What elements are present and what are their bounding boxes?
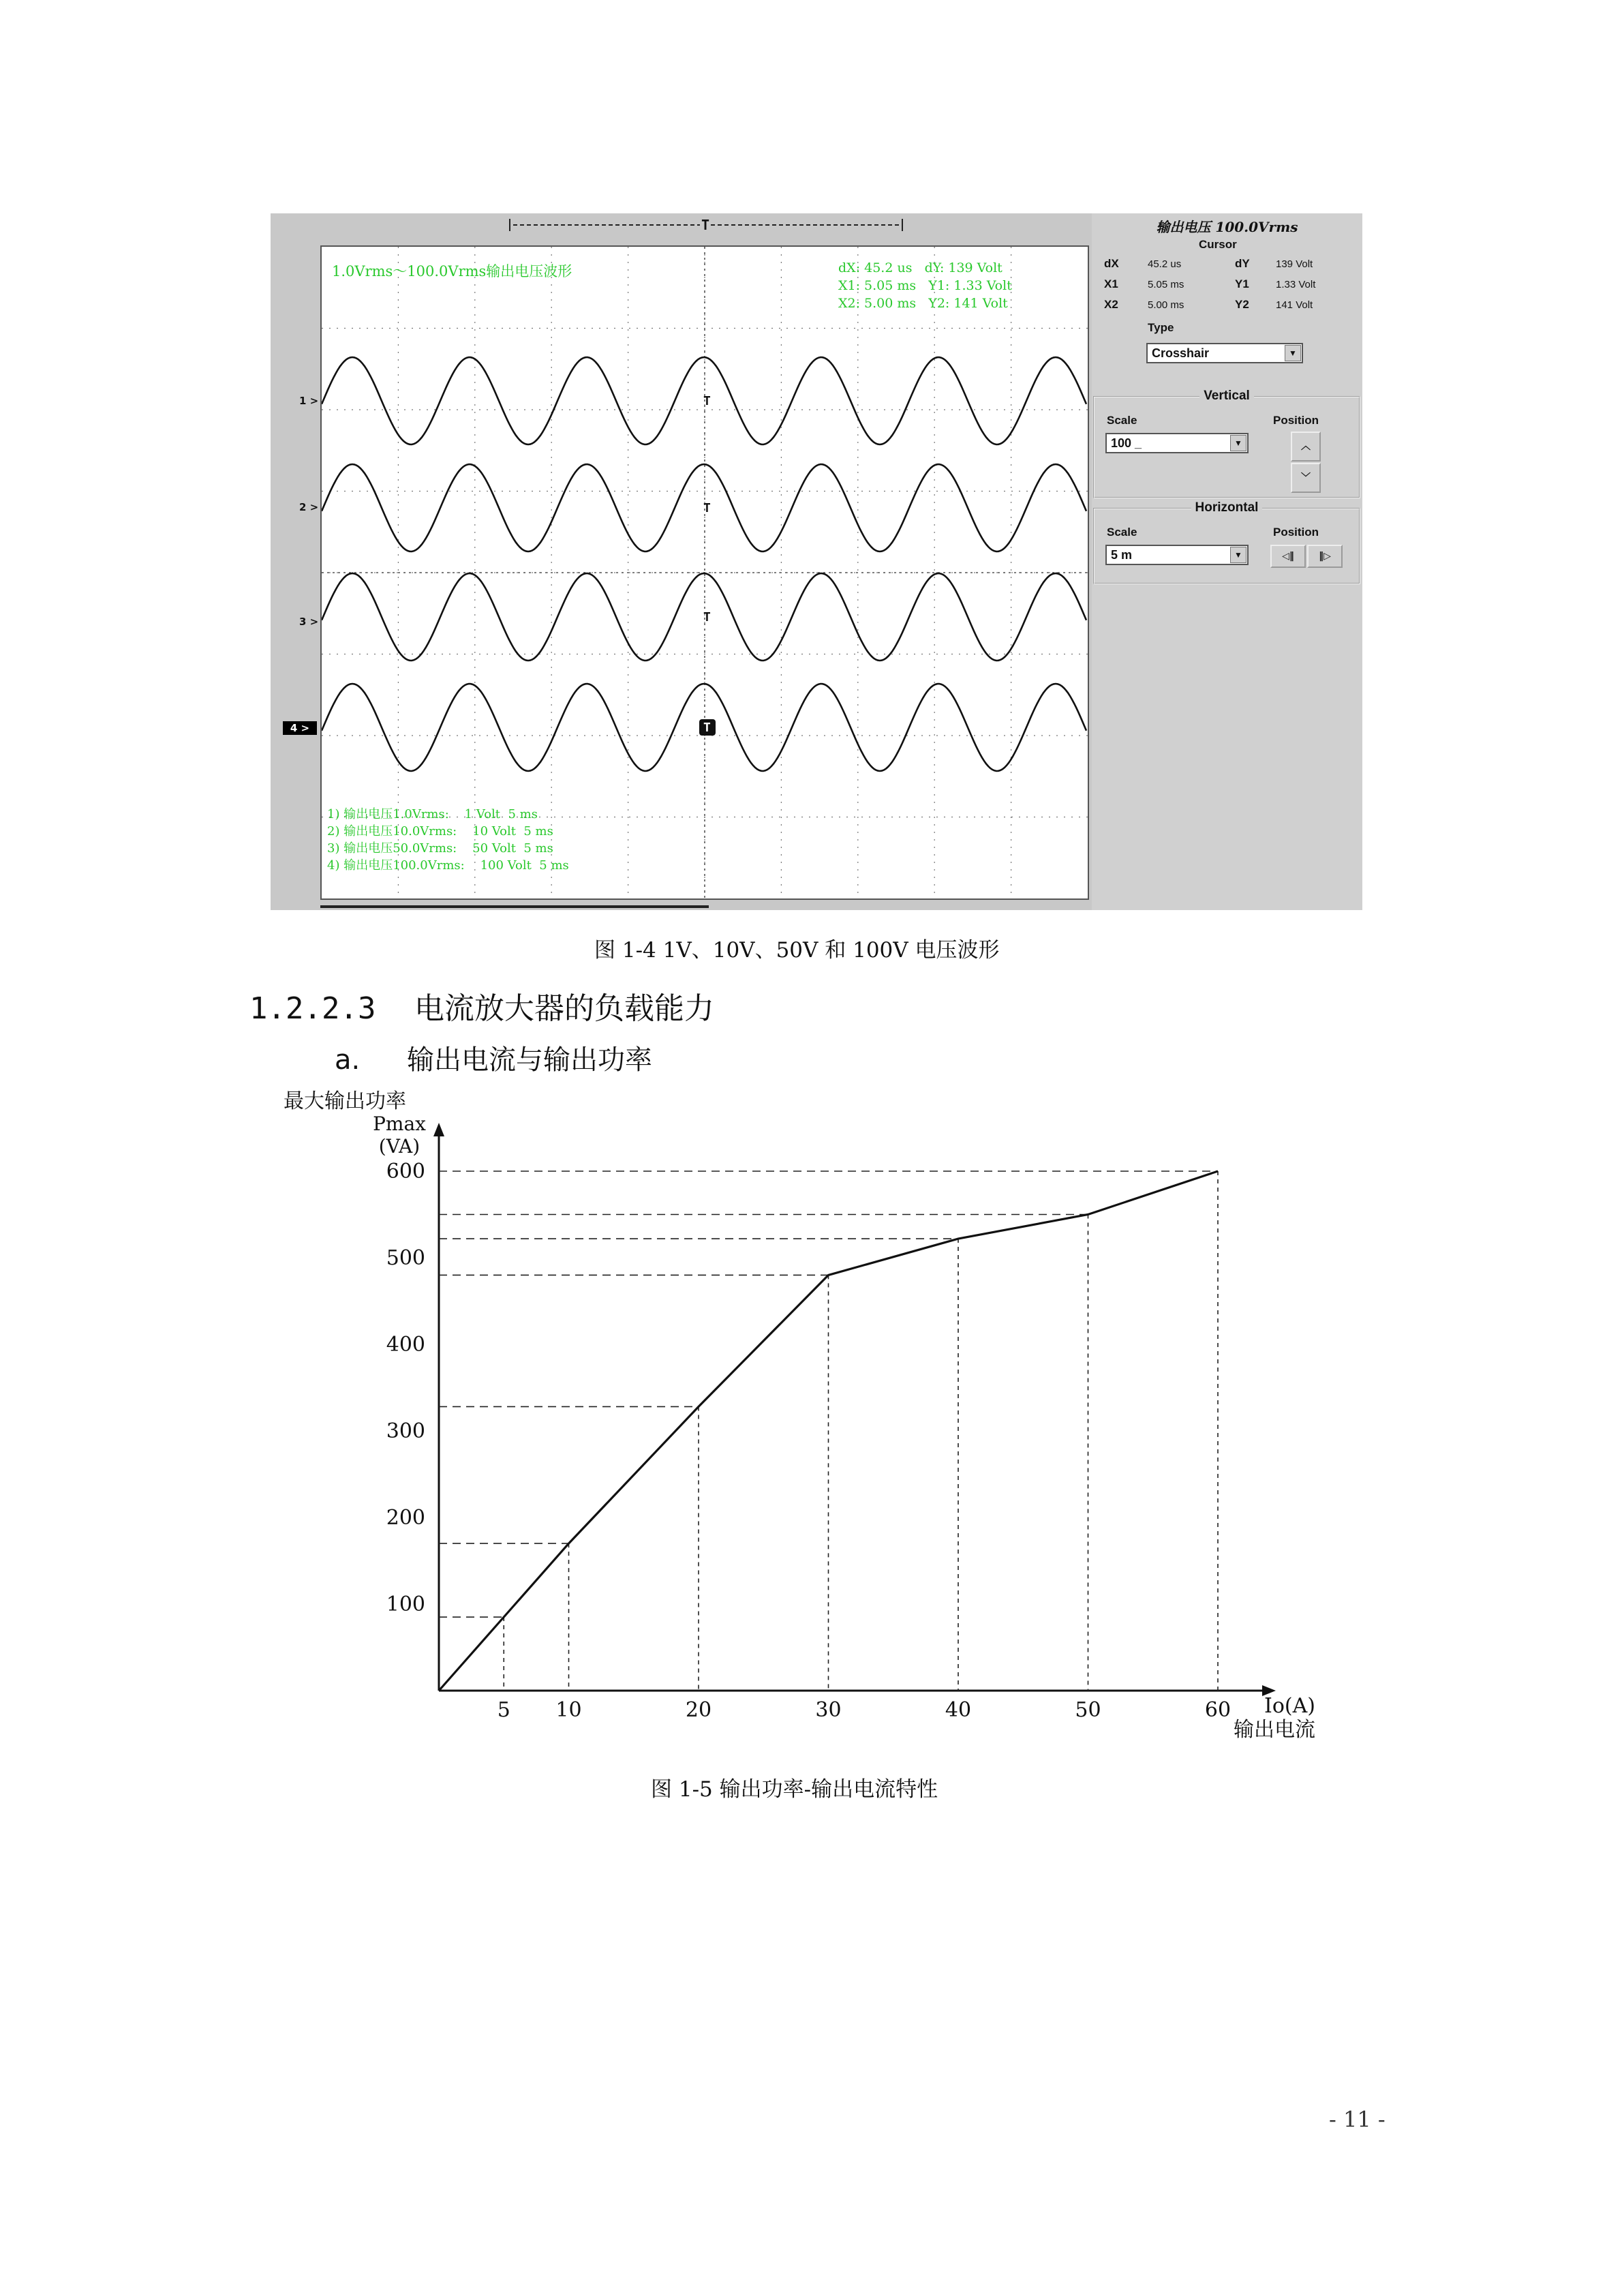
section-number: 1.2.2.3 <box>249 991 376 1026</box>
trigger-marker: T <box>701 217 710 233</box>
chevron-down-icon: ﹀ <box>1301 472 1311 483</box>
vertical-scale-select[interactable] <box>1105 433 1249 453</box>
y-tick-label: 400 <box>386 1333 425 1357</box>
vertical-group <box>1093 389 1360 498</box>
x-axis-title: 输出电流 <box>1234 1718 1315 1742</box>
channel-2-trigger-marker: T <box>703 501 711 515</box>
vertical-position-down-button[interactable] <box>1291 463 1321 493</box>
y-axis-unit: (VA) <box>378 1135 420 1158</box>
cursor-readout-line2: X1: 5.05 ms Y1: 1.33 Volt <box>838 278 1012 293</box>
channel-2-marker[interactable]: 2 > <box>299 501 319 513</box>
vertical-title: Vertical <box>1199 389 1254 403</box>
horizontal-scale-value: 5 m <box>1111 548 1133 562</box>
cursor-readout-line3: X2: 5.00 ms Y2: 141 Volt <box>838 296 1008 311</box>
dy-value: 139 Volt <box>1276 258 1313 270</box>
horizontal-position-left-button[interactable] <box>1270 545 1306 568</box>
step-left-icon: ◁‖ <box>1282 551 1294 562</box>
horizontal-scale-label: Scale <box>1107 526 1137 539</box>
step-right-icon: ‖▷ <box>1319 551 1331 562</box>
vertical-scale-value: 100 _ <box>1111 436 1142 450</box>
waveform-title: 1.0Vrms～100.0Vrms输出电压波形 <box>332 263 572 280</box>
waveform-plot <box>322 247 1088 898</box>
horizontal-group <box>1093 500 1360 584</box>
vertical-position-up-button[interactable] <box>1291 432 1321 462</box>
channel-1-marker[interactable]: 1 > <box>299 395 319 407</box>
cursor-readout-line1: dX: 45.2 us dY: 139 Volt <box>838 260 1003 275</box>
x1-value: 5.05 ms <box>1148 279 1184 290</box>
scope-divider <box>320 905 709 908</box>
waveform-display[interactable] <box>320 245 1089 900</box>
panel-title: 输出电压 100.0Vrms <box>1156 219 1298 235</box>
channel-3-marker[interactable]: 3 > <box>299 616 319 628</box>
horizontal-position-label: Position <box>1273 526 1319 539</box>
control-panel <box>1092 213 1362 910</box>
y2-label: Y2 <box>1235 298 1249 311</box>
chevron-up-icon: ︿ <box>1301 441 1311 452</box>
x-tick-label: 50 <box>1075 1698 1101 1722</box>
time-scrollbar[interactable] <box>271 213 1086 239</box>
figure-1-5-caption: 图 1-5 输出功率-输出电流特性 <box>651 1777 938 1802</box>
section-heading <box>249 984 714 1027</box>
dx-value: 45.2 us <box>1148 258 1182 270</box>
vertical-scale-label: Scale <box>1107 414 1137 427</box>
y-tick-label: 100 <box>386 1592 425 1616</box>
y-tick-label: 500 <box>386 1246 425 1270</box>
y-axis-symbol: Pmax <box>373 1113 426 1135</box>
cursor-type-select[interactable] <box>1146 343 1303 363</box>
cursor-type-value: Crosshair <box>1152 346 1210 360</box>
channel-legend-3: 3) 输出电压50.0Vrms: 50 Volt 5 ms <box>327 841 553 856</box>
chevron-down-icon[interactable]: ▼ <box>1230 547 1246 563</box>
dy-label: dY <box>1235 257 1250 270</box>
y-axis-arrow <box>433 1123 444 1136</box>
figure-1-4-caption: 图 1-4 1V、10V、50V 和 100V 电压波形 <box>594 938 1000 963</box>
cursor-section-title: Cursor <box>1199 238 1237 251</box>
power-current-chart <box>273 1087 1363 1755</box>
y-tick-label: 600 <box>386 1160 425 1183</box>
y-tick-label: 300 <box>386 1419 425 1443</box>
x-tick-label: 30 <box>815 1698 842 1722</box>
x-tick-label: 40 <box>945 1698 972 1722</box>
horizontal-scale-select[interactable] <box>1105 545 1249 565</box>
x-tick-label: 60 <box>1204 1698 1231 1722</box>
channel-legend-4: 4) 输出电压100.0Vrms: 100 Volt 5 ms <box>327 858 569 873</box>
x2-value: 5.00 ms <box>1148 299 1184 311</box>
section-title: 电流放大器的负载能力 <box>414 991 714 1026</box>
subsection-letter: a. <box>335 1044 361 1076</box>
trigger-window-bracket <box>509 219 903 231</box>
subsection-title: 输出电流与输出功率 <box>407 1044 652 1076</box>
x-tick-label: 20 <box>685 1698 712 1722</box>
y2-value: 141 Volt <box>1276 299 1313 311</box>
dx-label: dX <box>1104 257 1119 270</box>
channel-4-trigger-marker: T <box>703 721 711 735</box>
horizontal-title: Horizontal <box>1191 500 1263 515</box>
vertical-position-label: Position <box>1273 414 1319 427</box>
chevron-down-icon[interactable]: ▼ <box>1285 345 1301 361</box>
oscilloscope-screenshot <box>271 213 1362 910</box>
cursor-type-label: Type <box>1148 321 1174 334</box>
chart-plot <box>273 1087 1363 1755</box>
y1-label: Y1 <box>1235 277 1249 290</box>
channel-3-trigger-marker: T <box>703 610 711 624</box>
page-number: - 11 - <box>1329 2106 1386 2132</box>
channel-4-marker[interactable]: 4 > <box>283 721 317 735</box>
channel-1-trigger-marker: T <box>703 394 711 408</box>
x2-label: X2 <box>1104 298 1118 311</box>
y-axis-title: 最大输出功率 <box>284 1089 406 1113</box>
x-axis-symbol: Io(A) <box>1264 1694 1315 1718</box>
channel-legend-1: 1) 输出电压1.0Vrms: 1 Volt 5 ms <box>327 807 538 821</box>
horizontal-position-right-button[interactable] <box>1307 545 1343 568</box>
y1-value: 1.33 Volt <box>1276 279 1316 290</box>
x1-label: X1 <box>1104 277 1118 290</box>
channel-legend-2: 2) 输出电压10.0Vrms: 10 Volt 5 ms <box>327 824 553 839</box>
subsection-heading <box>335 1038 652 1077</box>
x-tick-label: 10 <box>555 1698 582 1722</box>
x-tick-label: 5 <box>497 1698 510 1722</box>
chevron-down-icon[interactable]: ▼ <box>1230 435 1246 451</box>
y-tick-label: 200 <box>386 1506 425 1530</box>
